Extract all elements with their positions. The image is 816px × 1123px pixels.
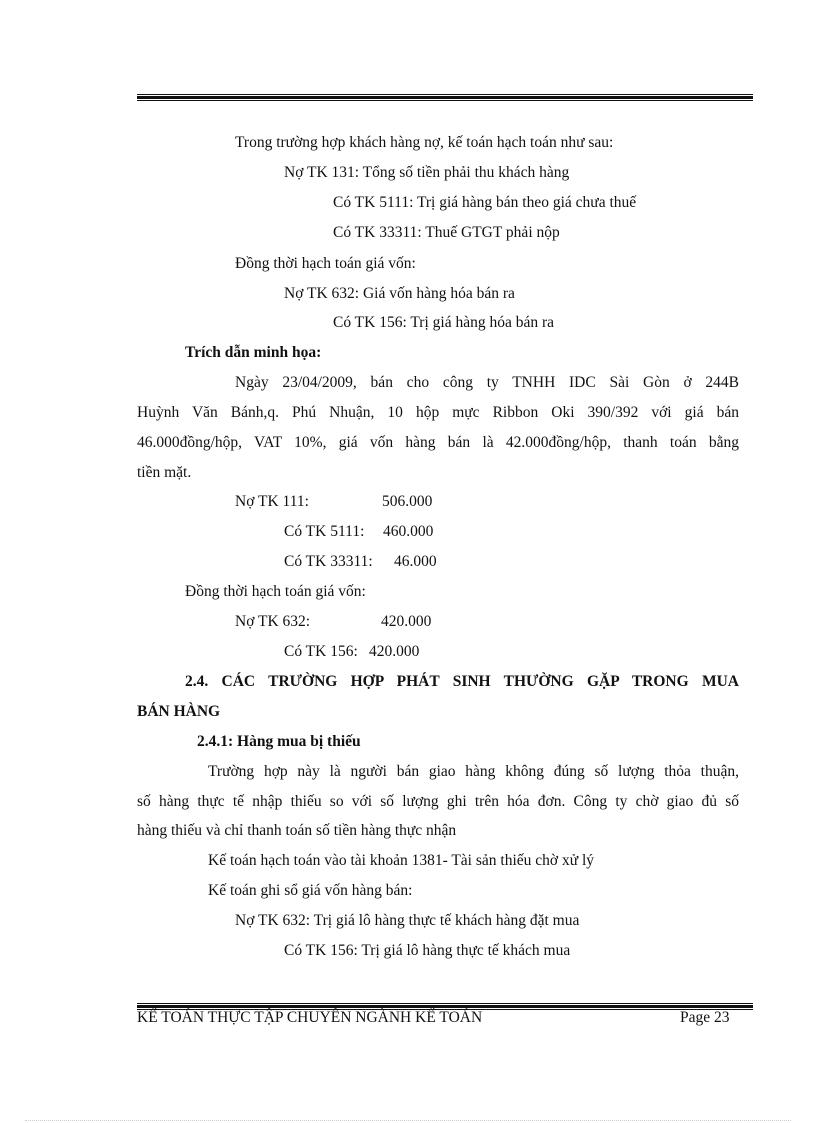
journal-entry: Có TK 5111: Trị giá hàng bán theo giá chưa thuế [333,194,637,211]
page-number: Page 23 [680,1009,730,1026]
entry-label: Nợ TK 632: [235,613,311,630]
journal-entry: Có TK 156: Trị giá hàng hóa bán ra [333,314,555,331]
entry-label: Nợ TK 111: [235,493,309,510]
journal-entry: Nợ TK 632: Giá vốn hàng hóa bán ra [284,285,515,302]
footer-title: KẾ TOÁN THỰC TẬP CHUYÊN NGÀNH KẾ TOÁN [137,1009,483,1026]
entry-amount: 46.000 [394,553,437,570]
text-line: Đồng thời hạch toán giá vốn: [235,255,416,272]
entry-amount: 420.000 [381,613,432,630]
paragraph-line: tiền mặt. [137,464,192,481]
example-heading: Trích dẫn minh họa: [185,344,322,361]
page-edge-divider [25,1120,791,1121]
text-line: Trong trường hợp khách hàng nợ, kế toán hạch toán như sau: [235,134,614,151]
text-line: Đồng thời hạch toán giá vốn: [185,583,366,600]
section-heading: 2.4. CÁC TRƯỜNG HỢP PHÁT SINH THƯỜNG GẶP TRONG MUA [185,673,739,690]
paragraph-line: hàng thiếu và chỉ thanh toán số tiền hàng thực nhận [137,822,457,839]
entry-label: Có TK 33311: [284,553,373,570]
text-line: Kế toán hạch toán vào tài khoản 1381- Tài sản thiếu chờ xử lý [208,852,595,869]
journal-entry: Nợ TK 131: Tổng số tiền phải thu khách hàng [284,164,570,181]
entry-amount: 460.000 [383,523,434,540]
journal-entry: Có TK 156: Trị giá lô hàng thực tế khách mua [284,942,571,959]
paragraph-line: Huỳnh Văn Bánh,q. Phú Nhuận, 10 hộp mực Ribbon Oki 390/392 với giá bán [137,404,739,421]
journal-entry: Nợ TK 632: Trị giá lô hàng thực tế khách hàng đặt mua [235,912,580,929]
paragraph-line: 46.000đồng/hộp, VAT 10%, giá vốn hàng bán là 42.000đồng/hộp, thanh toán bằng [137,434,739,451]
entry-label: Có TK 5111: [284,523,365,540]
paragraph-line: Ngày 23/04/2009, bán cho công ty TNHH IDC Sài Gòn ở 244B [235,374,739,391]
subsection-heading: 2.4.1: Hàng mua bị thiếu [197,733,361,750]
journal-entry: Có TK 33311: Thuế GTGT phải nộp [333,224,560,241]
paragraph-line: số hàng thực tế nhập thiếu so với số lượng ghi trên hóa đơn. Công ty chờ giao đủ số [137,793,739,810]
section-heading: BÁN HÀNG [137,703,221,720]
entry-amount: 420.000 [369,643,420,660]
entry-label: Có TK 156: [284,643,358,660]
text-line: Kế toán ghi sổ giá vốn hàng bán: [208,882,413,899]
entry-amount: 506.000 [382,493,433,510]
paragraph-line: Trường hợp này là người bán giao hàng không đúng số lượng thỏa thuận, [208,763,739,780]
